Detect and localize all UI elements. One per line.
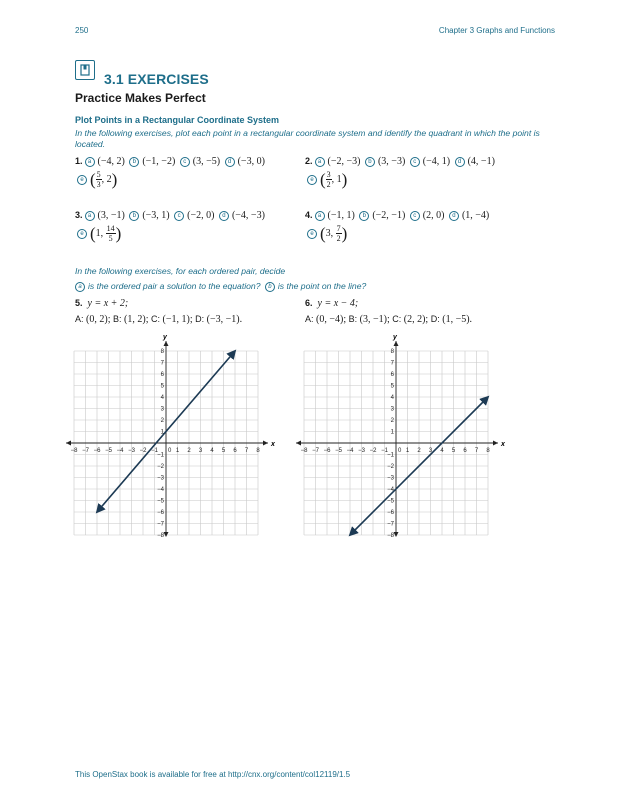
exercise-3-e: e (1, $\frac{14}{5}$ ) — [75, 224, 121, 244]
y-tick-label: 5 — [390, 383, 394, 390]
x-axis-arrow-left — [66, 441, 71, 446]
x-tick-label: 7 — [474, 448, 479, 454]
exercise-1: 1. a (−4, 2) b (−1, −2) c (3, −5) d (−3, 0) — [75, 156, 265, 167]
exercise-2-e: e ( $\frac{3}{2}$ , 1) — [305, 170, 347, 190]
y-tick-label: −8 — [387, 533, 394, 539]
x-tick-label: −2 — [139, 448, 147, 454]
y-axis-arrow-down — [164, 532, 169, 537]
graph-problem-6 — [300, 334, 505, 555]
y-tick-label: 8 — [390, 349, 394, 355]
x-tick-label: −4 — [116, 448, 124, 454]
y-tick-label: −6 — [157, 510, 164, 516]
y-tick-label: −5 — [157, 498, 164, 505]
x-tick-label: 6 — [233, 448, 237, 454]
x-tick-label: −1 — [151, 448, 158, 454]
section-title: 3.1 EXERCISES — [104, 71, 209, 87]
exercise-icon — [75, 60, 95, 80]
exercise-4: 4. a (−1, 1) b (−2, −1) c (2, 0) d (1, −4) — [305, 210, 490, 221]
y-tick-label: 5 — [160, 383, 164, 390]
x-tick-label: −7 — [312, 448, 319, 454]
x-tick-label: 2 — [187, 448, 191, 454]
x-axis-arrow — [263, 441, 268, 446]
exercise-3: 3. a (3, −1) b (−3, 1) c (−2, 0) d (−4, −3) — [75, 210, 265, 221]
x-axis-label: x — [271, 441, 275, 448]
y-tick-label: 7 — [390, 360, 394, 367]
y-tick-label: 3 — [160, 406, 164, 413]
x-tick-label: 3 — [428, 448, 433, 454]
problem-6-points: A: (0, −4); B: (3, −1); C: (2, 2); D: (1, −5). — [305, 314, 473, 325]
y-tick-label: 3 — [390, 406, 394, 413]
problem-6-equation: 6. y = x − 4; — [305, 298, 359, 309]
x-tick-label: −3 — [128, 448, 135, 454]
x-tick-label: 5 — [451, 448, 456, 454]
problem-5-equation: 5. y = x + 2; — [75, 298, 129, 309]
origin-label: 0 — [398, 448, 402, 454]
x-tick-label: 8 — [256, 448, 260, 454]
y-tick-label: 2 — [160, 418, 164, 424]
x-tick-label: 8 — [486, 448, 490, 454]
y-axis-label: y — [393, 334, 397, 341]
y-tick-label: −3 — [157, 475, 164, 482]
x-axis-arrow — [493, 441, 498, 446]
x-tick-label: −2 — [369, 448, 377, 454]
page-number: 250 — [75, 26, 89, 35]
exercise-1-e: e ( $\frac{5}{3}$ , 2) — [75, 170, 117, 190]
x-tick-label: 7 — [244, 448, 249, 454]
x-axis-label: x — [501, 441, 505, 448]
y-tick-label: 7 — [160, 360, 164, 367]
exercise-4-e: e (3, $\frac{7}{2}$ ) — [305, 224, 347, 244]
section-heading: Plot Points in a Rectangular Coordinate System — [75, 115, 280, 125]
x-tick-label: 5 — [221, 448, 226, 454]
graph-problem-5 — [70, 334, 275, 555]
y-tick-label: −6 — [387, 510, 394, 516]
y-tick-label: 6 — [160, 372, 164, 378]
x-tick-label: 4 — [210, 448, 214, 454]
x-tick-label: −4 — [346, 448, 354, 454]
y-tick-label: −2 — [387, 464, 394, 470]
footer: This OpenStax book is available for free at http://cnx.org/content/col12119/1.5 — [75, 770, 351, 779]
subtitle: Practice Makes Perfect — [75, 91, 206, 105]
y-tick-label: −3 — [387, 475, 394, 482]
x-tick-label: −5 — [335, 448, 342, 454]
x-tick-label: −3 — [358, 448, 365, 454]
exercise-2: 2. a (−2, −3) b (3, −3) c (−4, 1) d (4, −1) — [305, 156, 495, 167]
y-tick-label: −8 — [157, 533, 164, 539]
y-axis-arrow — [394, 341, 399, 346]
y-tick-label: −5 — [387, 498, 394, 505]
y-tick-label: 1 — [160, 429, 164, 436]
origin-label: 0 — [168, 448, 172, 454]
x-tick-label: −7 — [82, 448, 89, 454]
x-tick-label: −1 — [381, 448, 388, 454]
y-tick-label: −7 — [157, 521, 164, 528]
y-axis-label: y — [163, 334, 167, 341]
x-axis-arrow-left — [296, 441, 301, 446]
problem-5-points: A: (0, 2); B: (1, 2); C: (−1, 1); D: (−3, −1). — [75, 314, 243, 325]
instruction-2: In the following exercises, for each ordered pair, decide — [75, 266, 286, 276]
x-tick-label: 6 — [463, 448, 467, 454]
x-tick-label: −8 — [300, 448, 308, 454]
y-axis-arrow-down — [394, 532, 399, 537]
y-tick-label: −2 — [157, 464, 164, 470]
y-tick-label: −1 — [387, 452, 394, 459]
x-tick-label: −8 — [70, 448, 78, 454]
instruction-1: In the following exercises, plot each point in a rectangular coordinate system and identify the quadrant in which the point is located. — [75, 128, 540, 149]
x-tick-label: −6 — [323, 448, 331, 454]
x-tick-label: 1 — [405, 448, 410, 454]
y-tick-label: 4 — [160, 395, 164, 401]
chapter-title: Chapter 3 Graphs and Functions — [438, 26, 555, 35]
x-tick-label: −6 — [93, 448, 101, 454]
y-tick-label: 2 — [390, 418, 394, 424]
x-tick-label: 3 — [198, 448, 203, 454]
y-tick-label: 4 — [390, 395, 394, 401]
y-tick-label: 1 — [390, 429, 394, 436]
x-tick-label: 1 — [175, 448, 180, 454]
y-axis-arrow — [164, 341, 169, 346]
x-tick-label: −5 — [105, 448, 112, 454]
x-tick-label: 2 — [417, 448, 421, 454]
y-tick-label: −7 — [387, 521, 394, 528]
y-tick-label: −4 — [387, 487, 394, 493]
x-tick-label: 4 — [440, 448, 444, 454]
y-tick-label: −4 — [157, 487, 164, 493]
y-tick-label: −1 — [157, 452, 164, 459]
y-tick-label: 8 — [160, 349, 164, 355]
y-tick-label: 6 — [390, 372, 394, 378]
instruction-2-parts: a is the ordered pair a solution to the equation? b is the point on the line? — [75, 281, 366, 292]
notebook-icon — [80, 64, 90, 76]
